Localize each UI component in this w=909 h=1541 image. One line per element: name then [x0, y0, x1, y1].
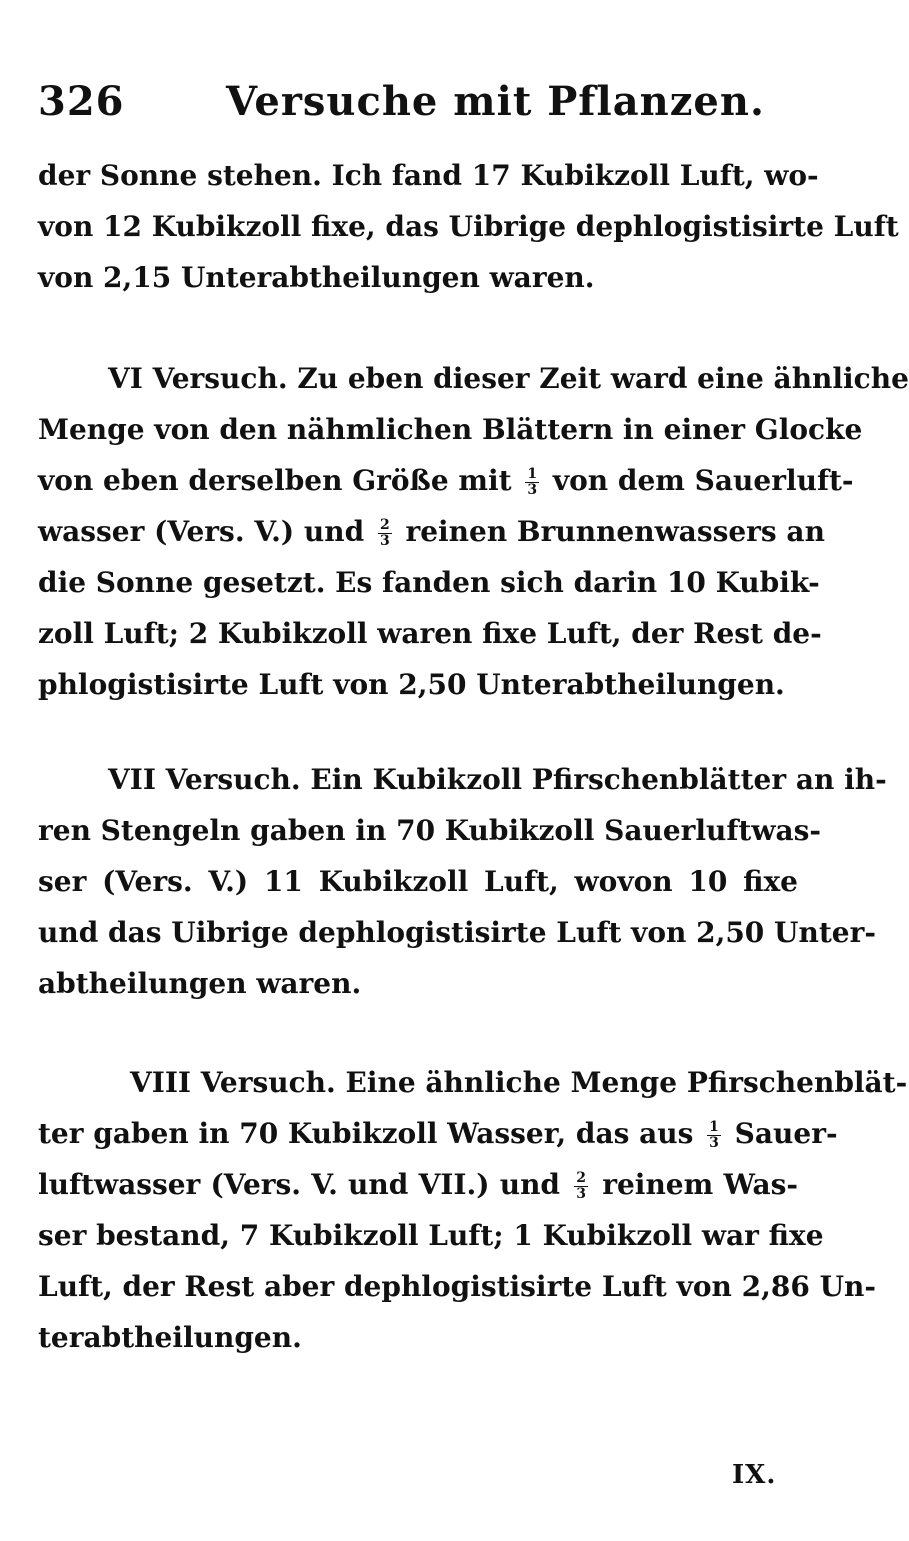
- text-line: ser (Vers. V.) 11 Kubikzoll Luft, wovon 10 fixe: [38, 865, 798, 898]
- text-segment: von eben derselben Größe mit: [38, 464, 512, 497]
- paragraph-experiment-viii: [38, 1057, 908, 1363]
- running-title: Versuche mit Pflanzen.: [226, 78, 765, 125]
- text-line: [38, 455, 854, 506]
- text-line: zoll Luft; 2 Kubikzoll waren fixe Luft, der Rest de-: [38, 617, 822, 650]
- text-segment: wasser (Vers. V.) und: [38, 515, 365, 548]
- text-segment: von dem Sauerluft-: [552, 464, 854, 497]
- text-line: ren Stengeln gaben in 70 Kubikzoll Sauerluftwas-: [38, 814, 821, 847]
- fraction-two-thirds: $\frac{2}{3}$: [379, 517, 390, 549]
- text-segment: ter gaben in 70 Kubikzoll Wasser, das aus: [38, 1117, 694, 1150]
- text-line: von 12 Kubikzoll fixe, das Uibrige dephlogistisirte Luft: [38, 210, 899, 243]
- text-line: [38, 1108, 838, 1159]
- signature-mark: IX.: [732, 1460, 777, 1490]
- text-line: VIII Versuch. Eine ähnliche Menge Pfirschenblät-: [130, 1066, 908, 1099]
- text-segment: reinem Was-: [602, 1168, 799, 1201]
- text-segment: reinen Brunnenwassers an: [405, 515, 825, 548]
- text-line: [38, 506, 825, 557]
- page-header: [38, 72, 798, 128]
- text-line: Luft, der Rest aber dephlogistisirte Luft von 2,86 Un-: [38, 1270, 876, 1303]
- paragraph-experiment-vi: [38, 353, 909, 710]
- text-segment: luftwasser (Vers. V. und VII.) und: [38, 1168, 561, 1201]
- text-line: und das Uibrige dephlogistisirte Luft von 2,50 Unter-: [38, 916, 876, 949]
- text-line: VII Versuch. Ein Kubikzoll Pfirschenblätter an ih-: [108, 763, 887, 796]
- text-line: die Sonne gesetzt. Es fanden sich darin 10 Kubik-: [38, 566, 820, 599]
- fraction-one-third: $\frac{1}{3}$: [709, 1119, 719, 1151]
- text-line: terabtheilungen.: [38, 1321, 302, 1354]
- page-number: 326: [38, 78, 125, 125]
- text-line: Menge von den nähmlichen Blättern in einer Glocke: [38, 413, 863, 446]
- paragraph-experiment-vii: [38, 754, 887, 1009]
- paragraph-continuation: [38, 150, 899, 303]
- text-line: [38, 1159, 798, 1210]
- fraction-two-thirds: $\frac{2}{3}$: [576, 1170, 586, 1202]
- text-line: der Sonne stehen. Ich fand 17 Kubikzoll Luft, wo-: [38, 159, 819, 192]
- fraction-one-third: $\frac{1}{3}$: [527, 466, 538, 498]
- text-line: von 2,15 Unterabtheilungen waren.: [38, 261, 595, 294]
- text-line: phlogistisirte Luft von 2,50 Unterabtheilungen.: [38, 668, 785, 701]
- text-line: abtheilungen waren.: [38, 967, 362, 1000]
- text-line: ser bestand, 7 Kubikzoll Luft; 1 Kubikzoll war fixe: [38, 1219, 824, 1252]
- text-line: VI Versuch. Zu eben dieser Zeit ward eine ähnliche: [108, 362, 909, 395]
- text-segment: Sauer-: [734, 1117, 838, 1150]
